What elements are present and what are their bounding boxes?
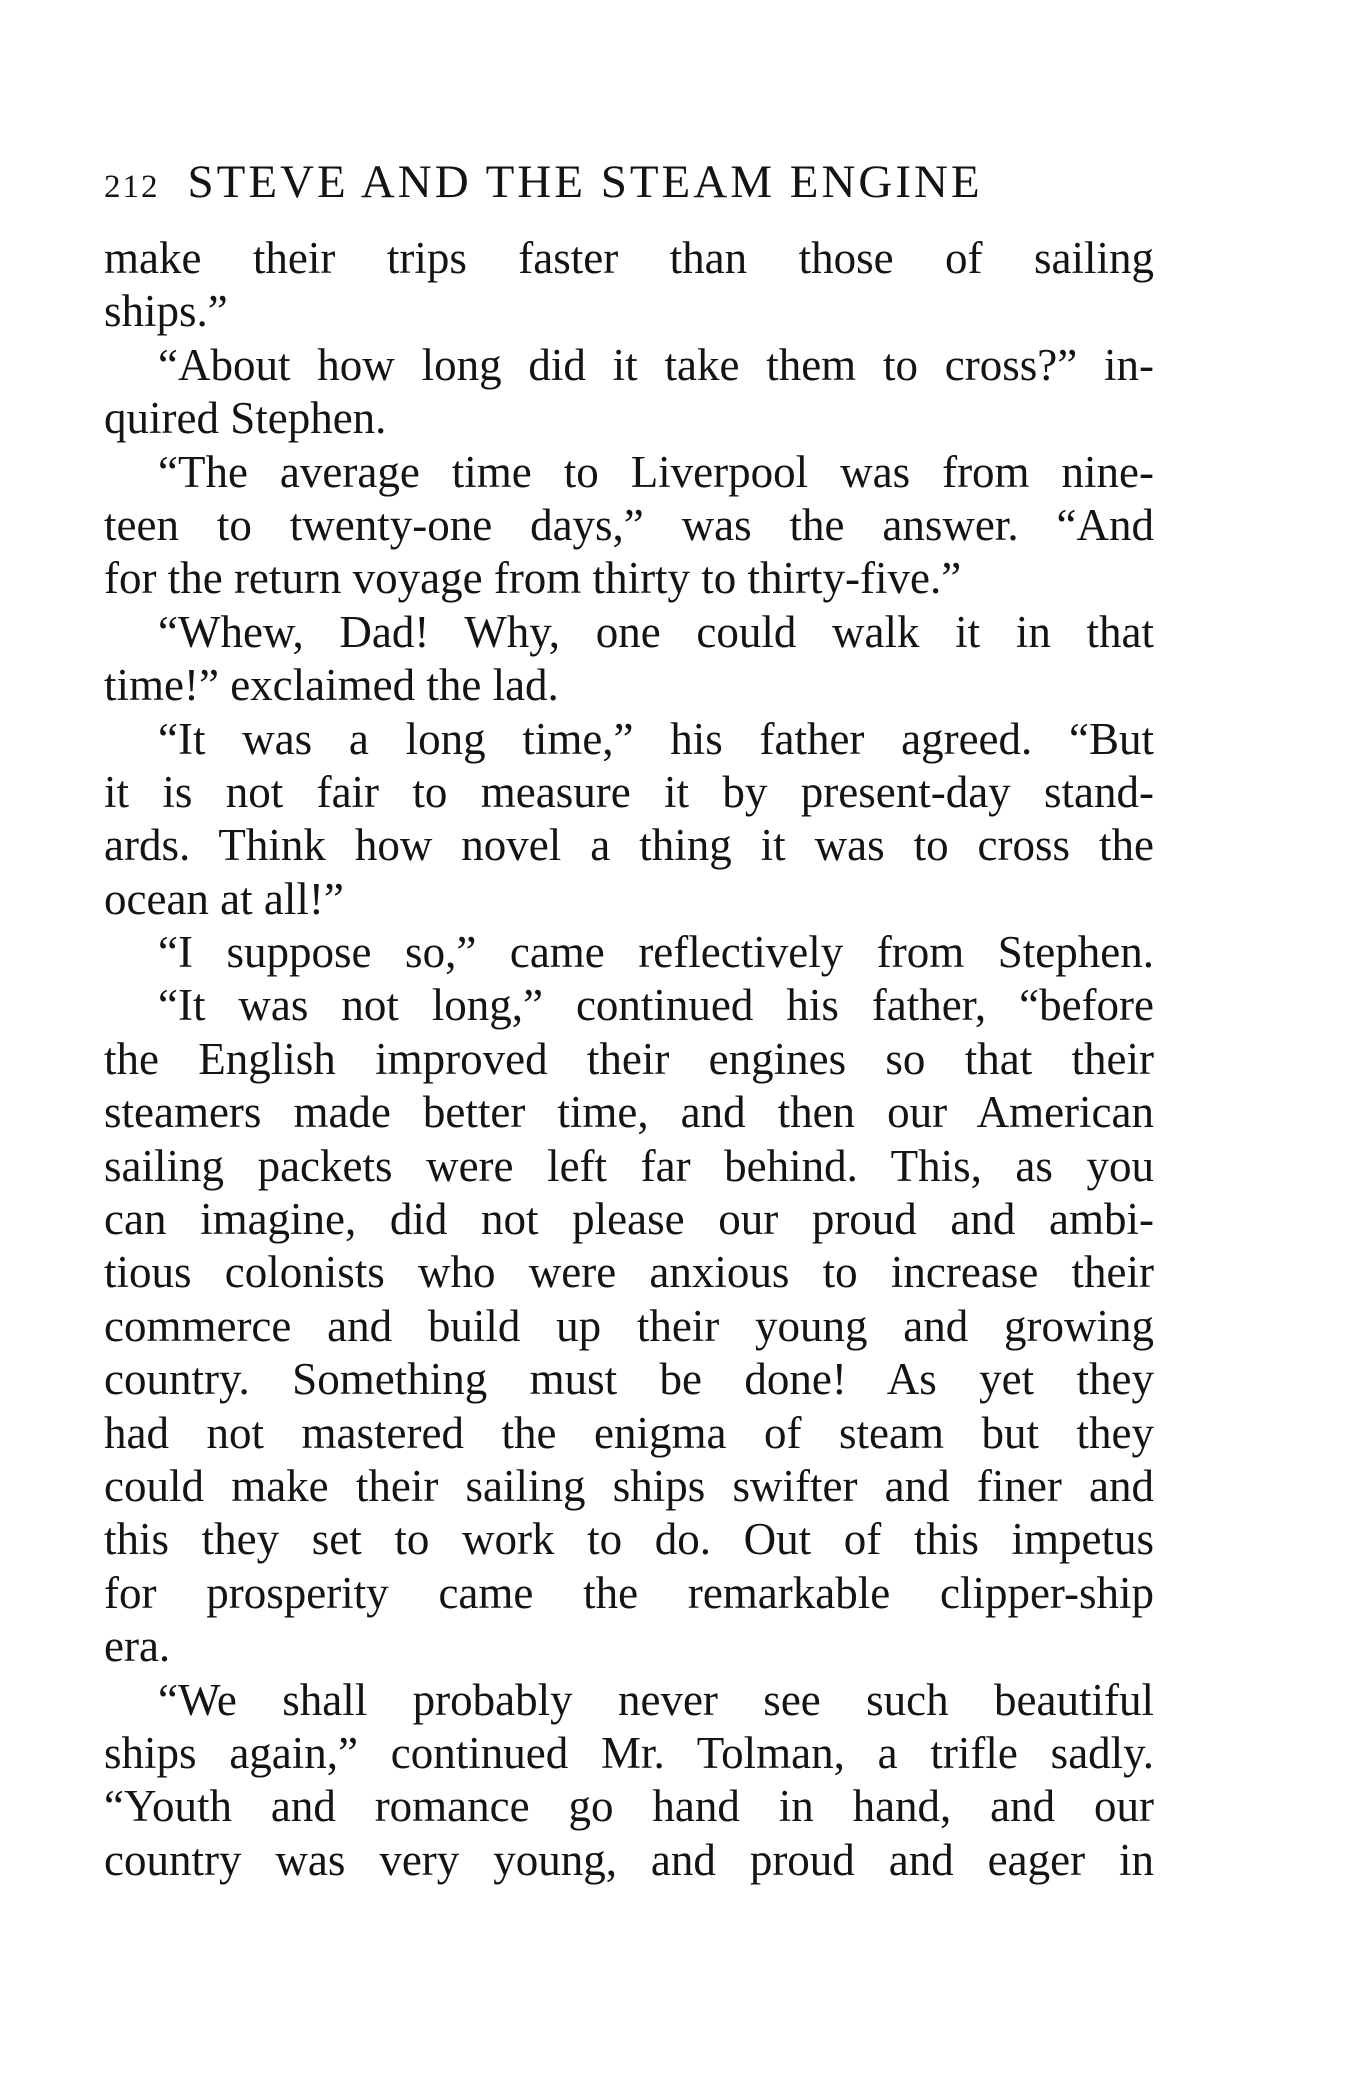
- text-line: the English improved their engines so that their: [104, 1033, 1154, 1084]
- text-line: can imagine, did not please our proud and ambi-: [104, 1194, 1154, 1245]
- text-line: “Youth and romance go hand in hand, and our: [104, 1781, 1154, 1832]
- text-line: this they set to work to do. Out of this impetus: [104, 1514, 1154, 1565]
- text-line: ships.”: [104, 286, 228, 337]
- text-line: “I suppose so,” came reflectively from Stephen.: [158, 927, 1154, 978]
- running-title: STEVE AND THE STEAM ENGINE: [187, 156, 983, 208]
- text-line: “Whew, Dad! Why, one could walk it in that: [158, 606, 1154, 657]
- text-line: for the return voyage from thirty to thirty-five.”: [104, 553, 962, 604]
- text-line: make their trips faster than those of sailing: [104, 233, 1154, 283]
- text-line: “It was not long,” continued his father, “before: [158, 980, 1154, 1031]
- body-text: [104, 232, 1154, 1887]
- text-line: country was very young, and proud and eager in: [104, 1834, 1154, 1885]
- page-number: 212: [104, 169, 160, 205]
- text-line: ards. Think how novel a thing it was to cross the: [104, 820, 1154, 871]
- running-head: [104, 150, 1124, 214]
- text-line: ships again,” continued Mr. Tolman, a trifle sadly.: [104, 1727, 1154, 1778]
- text-line: for prosperity came the remarkable clipper-ship: [104, 1567, 1154, 1618]
- text-line: time!” exclaimed the lad.: [104, 660, 559, 711]
- text-line: it is not fair to measure it by present-day stand-: [104, 766, 1154, 817]
- text-line: ocean at all!”: [104, 873, 344, 924]
- text-line: “The average time to Liverpool was from nine-: [158, 446, 1154, 497]
- text-line: “About how long did it take them to cross?” in-: [158, 339, 1154, 390]
- text-line: “It was a long time,” his father agreed. “But: [158, 713, 1154, 764]
- text-line: had not mastered the enigma of steam but they: [104, 1407, 1154, 1458]
- text-line: tious colonists who were anxious to increase their: [104, 1247, 1154, 1298]
- text-line: country. Something must be done! As yet they: [104, 1354, 1154, 1405]
- text-line: steamers made better time, and then our American: [104, 1087, 1154, 1138]
- text-line: “We shall probably never see such beautiful: [158, 1674, 1154, 1725]
- text-line: could make their sailing ships swifter and finer and: [104, 1460, 1154, 1511]
- text-line: quired Stephen.: [104, 393, 387, 444]
- text-line: era.: [104, 1621, 171, 1672]
- text-line: commerce and build up their young and growing: [104, 1300, 1154, 1351]
- text-line: teen to twenty-one days,” was the answer. “And: [104, 499, 1154, 550]
- text-line: sailing packets were left far behind. This, as you: [104, 1140, 1154, 1191]
